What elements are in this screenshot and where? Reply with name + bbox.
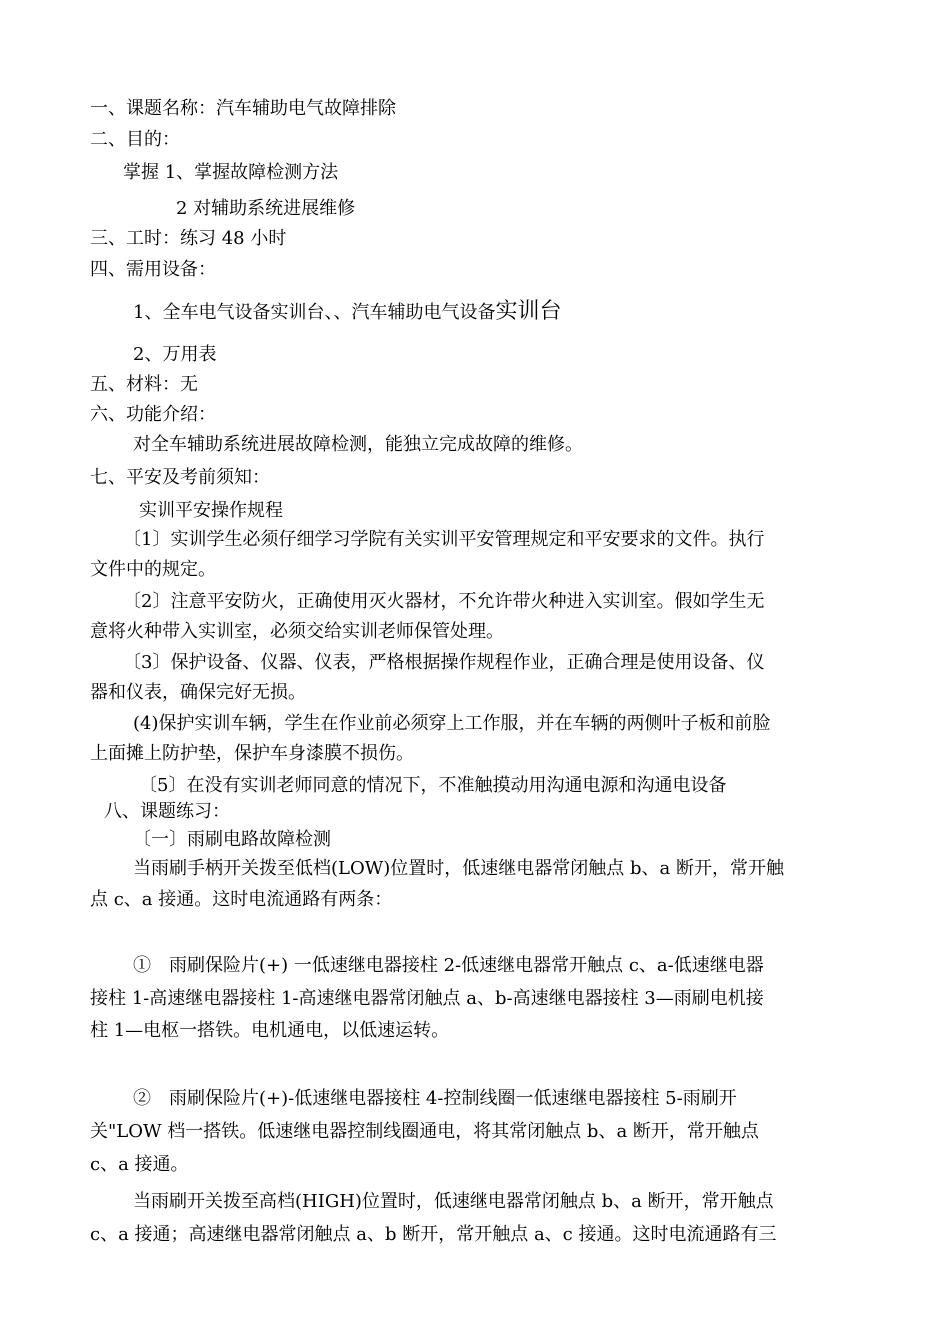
equipment-item-2: 2、万用表 [133, 344, 217, 365]
path-2-cont-1: 关"LOW 档一搭铁。低速继电器控制线圈通电，将其常闭触点 b、a 断开，常开触点 [90, 1121, 759, 1142]
function-text: 对全车辅助系统进展故障检测，能独立完成故障的维修。 [133, 434, 583, 455]
heading-equipment: 四、需用设备： [90, 259, 216, 280]
heading-exercise: 八、课题练习： [104, 801, 230, 822]
safety-rule-1-cont: 文件中的规定。 [90, 559, 216, 580]
safety-rule-5: 〔5〕在没有实训老师同意的情况下，不准触摸动用沟通电源和沟通电设备 [139, 775, 727, 796]
high-speed-para-cont: c、a 接通；高速继电器常闭触点 a、b 断开，常开触点 a、c 接通。这时电流通路有三 [90, 1224, 777, 1245]
low-speed-para: 当雨刷手柄开关拨至低档(LOW)位置时，低速继电器常闭触点 b、a 断开，常开触 [133, 858, 784, 879]
safety-rule-3: 〔3〕保护设备、仪器、仪表，严格根据操作规程作业，正确合理是使用设备、仪 [123, 652, 765, 673]
path-1-cont-2: 柱 1—电枢一搭铁。电机通电，以低速运转。 [90, 1020, 450, 1041]
heading-topic: 一、课题名称：汽车辅助电气故障排除 [90, 98, 396, 119]
heading-purpose: 二、目的： [90, 129, 180, 150]
heading-function: 六、功能介绍： [90, 404, 216, 425]
purpose-item-1: 掌握 1、掌握故障检测方法 [123, 162, 339, 183]
safety-rule-1: 〔1〕实训学生必须仔细学习学院有关实训平安管理规定和平安要求的文件。执行 [123, 529, 765, 550]
path-2-cont-2: c、a 接通。 [90, 1154, 189, 1175]
low-speed-para-cont: 点 c、a 接通。这时电流通路有两条： [90, 889, 393, 910]
safety-rule-4-cont: 上面摊上防护垫，保护车身漆膜不损伤。 [90, 743, 414, 764]
safety-rule-4: (4)保护实训车辆，学生在作业前必须穿上工作服，并在车辆的两侧叶子板和前脸 [133, 713, 771, 734]
path-1: ① 雨刷保险片(+) 一低速继电器接柱 2-低速继电器常开触点 c、a-低速继电器 [133, 955, 764, 976]
safety-title: 实训平安操作规程 [139, 500, 283, 521]
heading-safety: 七、平安及考前须知： [90, 467, 270, 488]
equipment-item-1-emphasis: 实训台 [495, 299, 562, 324]
safety-rule-2: 〔2〕注意平安防火，正确使用灭火器材，不允许带火种进入实训室。假如学生无 [123, 591, 765, 612]
heading-materials: 五、材料：无 [90, 374, 198, 395]
high-speed-para: 当雨刷开关拨至高档(HIGH)位置时，低速继电器常闭触点 b、a 断开，常开触点 [133, 1191, 774, 1212]
equipment-item-1-text: 1、全车电气设备实训台、、汽车辅助电气设备 [133, 302, 496, 323]
path-1-cont-1: 接柱 1-高速继电器接柱 1-高速继电器常闭触点 a、b-高速继电器接柱 3—雨刷电机接 [90, 988, 764, 1009]
safety-rule-2-cont: 意将火种带入实训室，必须交给实训老师保管处理。 [90, 621, 504, 642]
equipment-item-1 [133, 301, 561, 324]
exercise-section-1: 〔一〕雨刷电路故障检测 [133, 829, 331, 850]
heading-hours: 三、工时：练习 48 小时 [90, 228, 287, 249]
purpose-item-2: 2 对辅助系统进展维修 [176, 198, 356, 219]
safety-rule-3-cont: 器和仪表，确保完好无损。 [90, 682, 306, 703]
path-2: ② 雨刷保险片(+)-低速继电器接柱 4-控制线圈一低速继电器接柱 5-雨刷开 [133, 1088, 737, 1109]
